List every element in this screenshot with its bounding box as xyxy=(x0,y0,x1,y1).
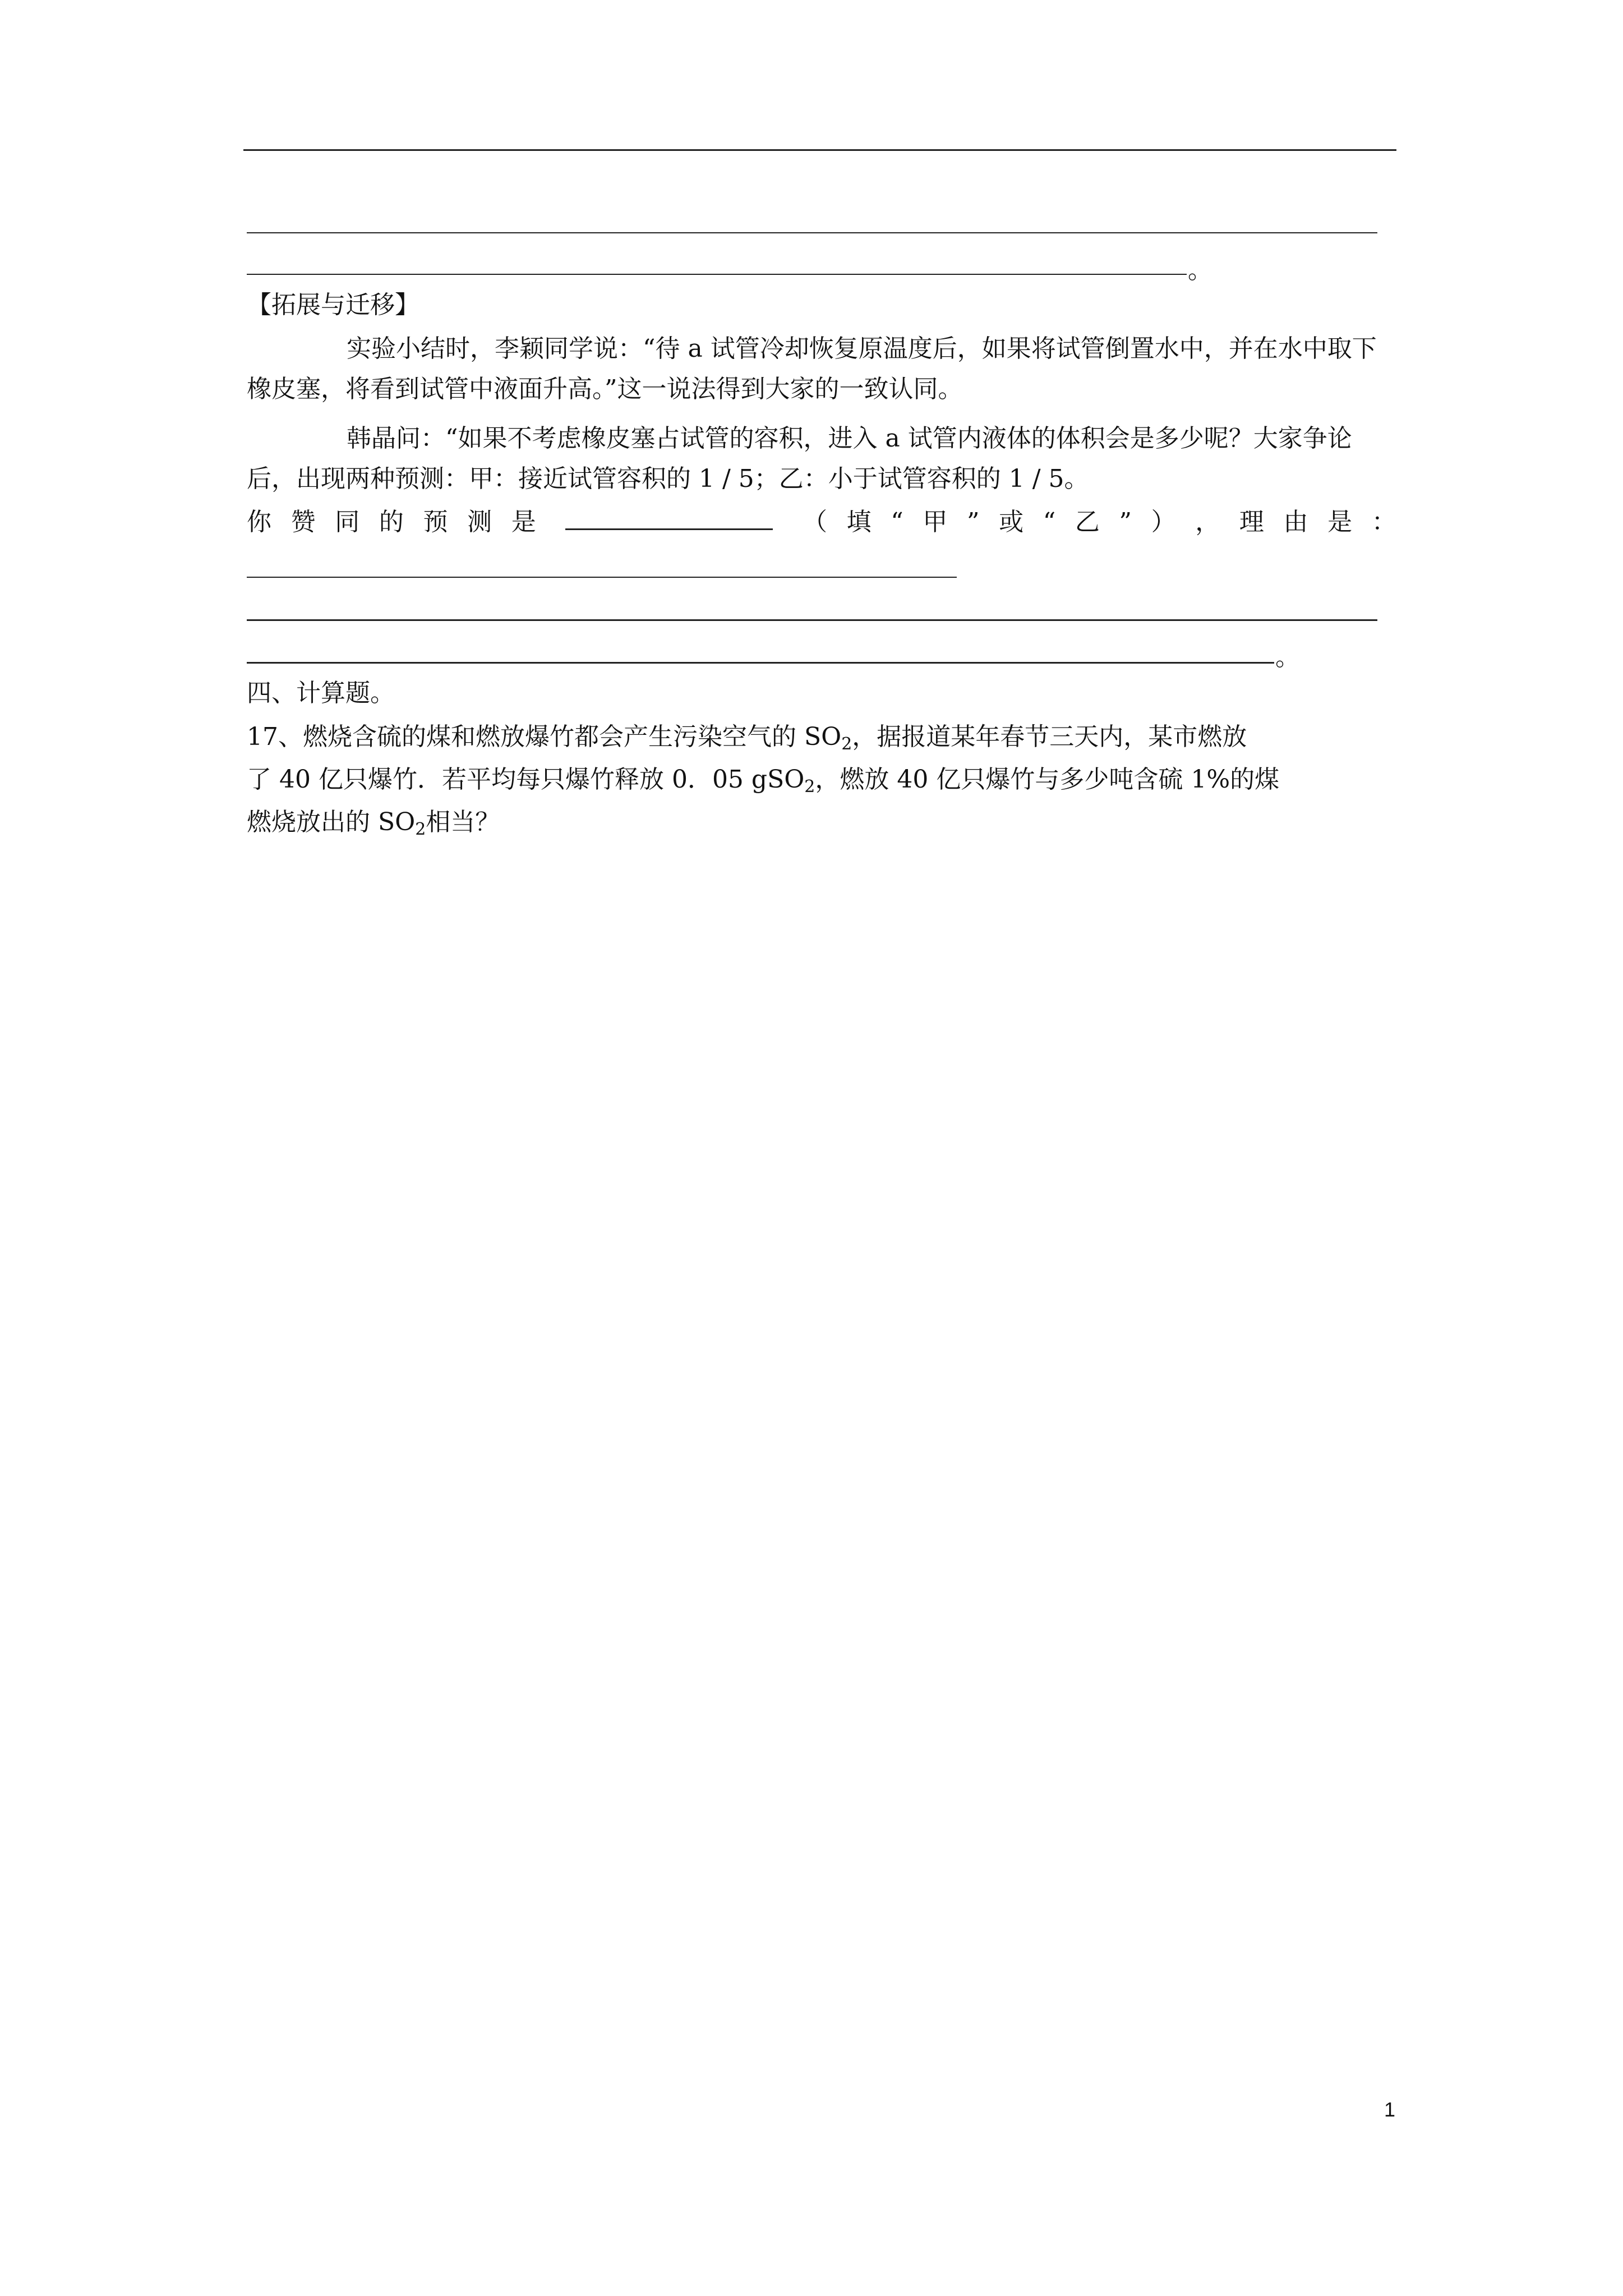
question-17-line xyxy=(247,802,500,843)
answer-blank-line[interactable] xyxy=(247,232,1377,233)
prompt-char: ） xyxy=(1151,508,1176,536)
end-period: 。 xyxy=(1275,643,1300,671)
prompt-char: 你 xyxy=(247,508,271,536)
prompt-char: 或 xyxy=(999,508,1024,536)
section-heading: 四、计算题。 xyxy=(247,679,395,707)
question-text: 17、燃烧含硫的煤和燃放爆竹都会产生污染空气的 SO xyxy=(247,723,842,751)
question-17-line xyxy=(247,760,1279,800)
question-text: ，据报道某年春节三天内，某市燃放 xyxy=(852,723,1247,751)
prompt-char: 是 xyxy=(511,508,536,536)
answer-blank-line[interactable] xyxy=(247,274,1187,275)
reason-blank-line[interactable] xyxy=(247,662,1274,664)
prompt-char: 测 xyxy=(467,508,492,536)
subscript: 2 xyxy=(804,777,815,797)
answer-blank-line[interactable] xyxy=(243,149,1396,151)
prompt-char: 乙 xyxy=(1075,508,1100,536)
question-text: 了 40 亿只爆竹．若平均每只爆竹释放 0．05 gSO xyxy=(247,765,805,794)
prompt-char: ” xyxy=(967,508,980,536)
question-text: ，燃放 40 亿只爆竹与多少吨含硫 1%的煤 xyxy=(815,765,1280,794)
prompt-char: ， xyxy=(1195,508,1220,536)
subscript: 2 xyxy=(415,820,426,839)
question-text: 相当？ xyxy=(426,808,500,836)
prompt-char: 理 xyxy=(1239,508,1264,536)
end-period: 。 xyxy=(1188,256,1212,284)
subscript: 2 xyxy=(841,734,852,754)
prompt-char: （ xyxy=(803,508,827,536)
paragraph: 实验小结时，李颖同学说：“待 a 试管冷却恢复原温度后，如果将试管倒置水中，并在水中取下橡皮塞，将看到试管中液面升高。”这一说法得到大家的一致认同。 xyxy=(247,334,1377,403)
question-text: 燃烧放出的 SO xyxy=(247,808,416,836)
prediction-prompt xyxy=(247,500,1396,542)
prompt-char: 同 xyxy=(335,508,360,536)
prompt-char: 由 xyxy=(1283,508,1308,536)
reason-blank-line[interactable] xyxy=(247,577,957,578)
prompt-char: “ xyxy=(1043,508,1056,536)
prompt-char: 填 xyxy=(846,508,872,536)
section-heading: 【拓展与迁移】 xyxy=(247,291,419,319)
prompt-char: 是 xyxy=(1327,508,1353,536)
prompt-char: 赞 xyxy=(291,508,316,536)
prompt-char: ” xyxy=(1119,508,1132,536)
page-number: 1 xyxy=(1384,2098,1396,2121)
prediction-answer-blank[interactable] xyxy=(565,500,773,530)
prompt-char: 甲 xyxy=(923,508,948,536)
paragraph: 韩晶问：“如果不考虑橡皮塞占试管的容积，进入 a 试管内液体的体积会是多少呢？大家争论后，出现两种预测：甲：接近试管容积的 1 / 5；乙：小于试管容积的 1 / 5。 xyxy=(247,424,1352,493)
prompt-char: “ xyxy=(891,508,903,536)
question-17-line xyxy=(247,717,1247,757)
reason-blank-line[interactable] xyxy=(247,619,1377,621)
prompt-char: 预 xyxy=(423,508,448,536)
prompt-char: 的 xyxy=(379,508,404,536)
prompt-char: ： xyxy=(1371,508,1396,536)
